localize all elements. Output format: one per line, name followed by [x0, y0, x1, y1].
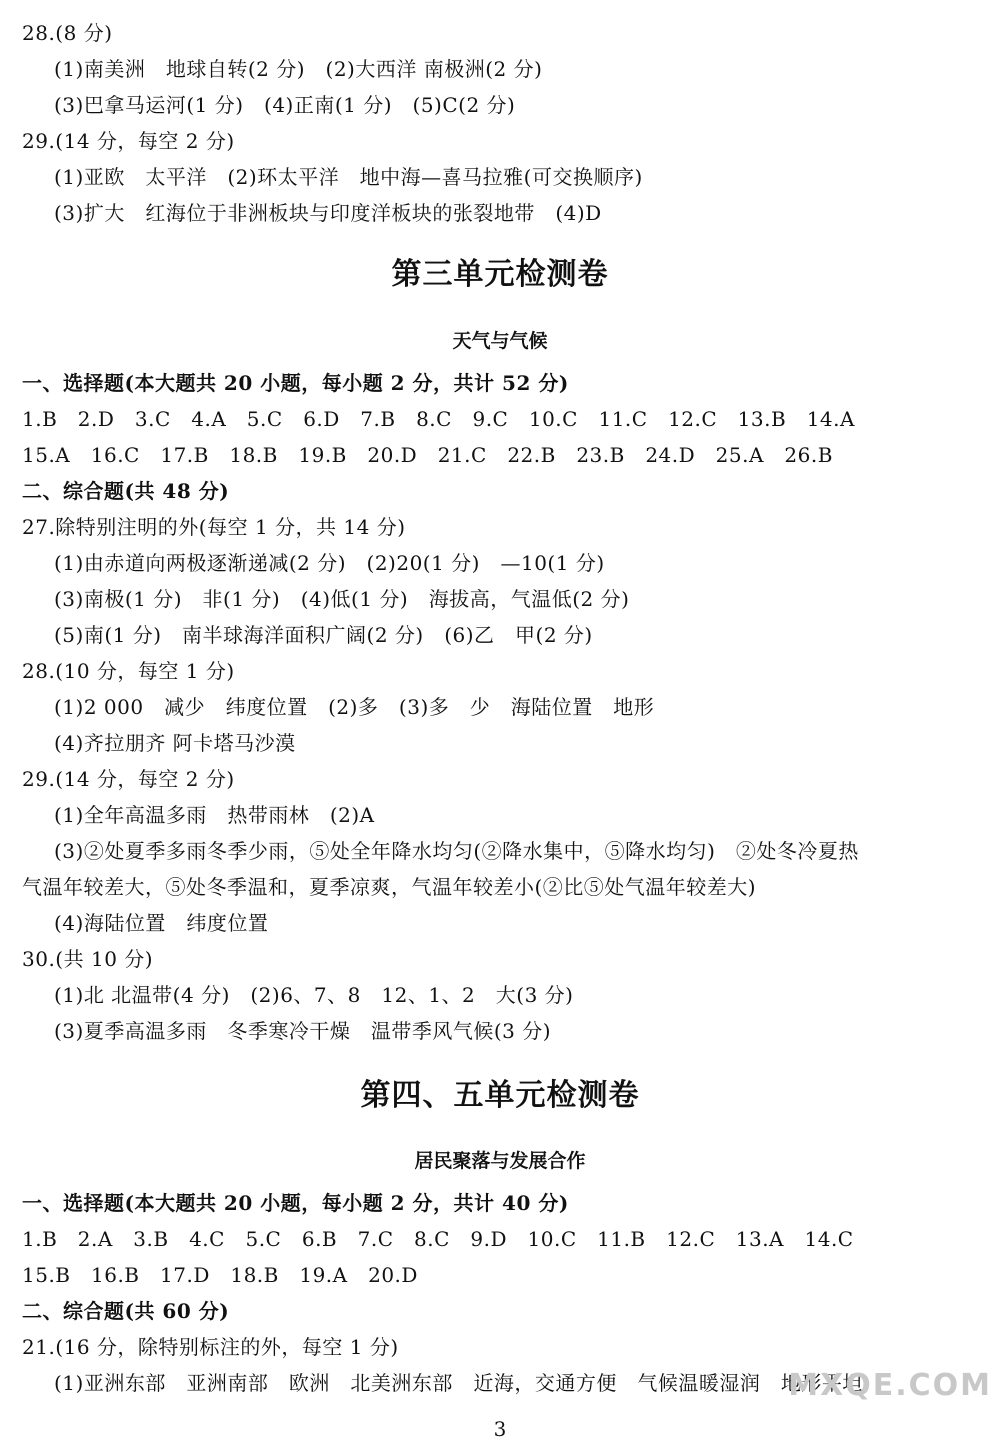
u2-q28-line1: (1)南美洲 地球自转(2 分) (2)大西洋 南极洲(2 分)	[54, 57, 543, 81]
u3-q28-line1: (1)2 000 减少 纬度位置 (2)多 (3)多 少 海陆位置 地形	[54, 695, 655, 719]
u45-q21-head: 21.(16 分，除特别标注的外，每空 1 分)	[22, 1335, 399, 1359]
u3-mc-heading: 一、选择题(本大题共 20 小题，每小题 2 分，共计 52 分)	[22, 371, 569, 395]
u2-q29-line2: (3)扩大 红海位于非洲板块与印度洋板块的张裂地带 (4)D	[54, 201, 602, 225]
u2-q28-line2: (3)巴拿马运河(1 分) (4)正南(1 分) (5)C(2 分)	[54, 93, 516, 117]
u3-q28-line2: (4)齐拉朋齐 阿卡塔马沙漠	[54, 731, 296, 755]
u45-mc-answers-1: 1.B 2.A 3.B 4.C 5.C 6.B 7.C 8.C 9.D 10.C 11.B 12.C 13.A 14.C	[22, 1227, 854, 1251]
u3-mc-answers-1: 1.B 2.D 3.C 4.A 5.C 6.D 7.B 8.C 9.C 10.C 11.C 12.C 13.B 14.A	[22, 407, 855, 431]
u2-q29-head: 29.(14 分，每空 2 分)	[22, 129, 235, 153]
u3-q29-line4: (4)海陆位置 纬度位置	[54, 911, 269, 935]
unit3-subtitle: 天气与气候	[452, 330, 548, 352]
u45-q21-line1: (1)亚洲东部 亚洲南部 欧洲 北美洲东部 近海，交通方便 气候温暖湿润 地形平坦	[54, 1371, 863, 1395]
u3-q29-line2: (3)②处夏季多雨冬季少雨，⑤处全年降水均匀(②降水集中，⑤降水均匀) ②处冬冷夏热	[54, 839, 859, 863]
u3-q29-head: 29.(14 分，每空 2 分)	[22, 767, 235, 791]
u3-q30-head: 30.(共 10 分)	[22, 947, 154, 971]
u3-q27-line3: (5)南(1 分) 南半球海洋面积广阔(2 分) (6)乙 甲(2 分)	[54, 623, 593, 647]
page-number: 3	[493, 1417, 507, 1441]
u3-q27-line2: (3)南极(1 分) 非(1 分) (4)低(1 分) 海拔高，气温低(2 分)	[54, 587, 630, 611]
u3-mc-answers-2: 15.A 16.C 17.B 18.B 19.B 20.D 21.C 22.B 23.B 24.D 25.A 26.B	[22, 443, 833, 467]
unit45-subtitle: 居民聚落与发展合作	[414, 1150, 586, 1172]
u3-q27-line1: (1)由赤道向两极逐渐递减(2 分) (2)20(1 分) —10(1 分)	[54, 551, 605, 575]
unit45-title: 第四、五单元检测卷	[360, 1078, 640, 1113]
u3-q29-line3: 气温年较差大，⑤处冬季温和，夏季凉爽，气温年较差小(②比⑤处气温年较差大)	[22, 875, 757, 899]
u3-comp-heading: 二、综合题(共 48 分)	[22, 479, 230, 503]
u45-mc-heading: 一、选择题(本大题共 20 小题，每小题 2 分，共计 40 分)	[22, 1191, 569, 1215]
watermark-logo: MXQE.COM	[788, 1368, 992, 1403]
u2-q29-line1: (1)亚欧 太平洋 (2)环太平洋 地中海—喜马拉雅(可交换顺序)	[54, 165, 643, 189]
u45-comp-heading: 二、综合题(共 60 分)	[22, 1299, 230, 1323]
u2-q28-head: 28.(8 分)	[22, 21, 113, 45]
u3-q30-line1: (1)北 北温带(4 分) (2)6、7、8 12、1、2 大(3 分)	[54, 983, 574, 1007]
u45-mc-answers-2: 15.B 16.B 17.D 18.B 19.A 20.D	[22, 1263, 418, 1287]
u3-q30-line2: (3)夏季高温多雨 冬季寒冷干燥 温带季风气候(3 分)	[54, 1019, 552, 1043]
u3-q29-line1: (1)全年高温多雨 热带雨林 (2)A	[54, 803, 375, 827]
u3-q28-head: 28.(10 分，每空 1 分)	[22, 659, 235, 683]
u3-q27-head: 27.除特别注明的外(每空 1 分，共 14 分)	[22, 515, 406, 539]
unit3-title: 第三单元检测卷	[391, 257, 609, 292]
